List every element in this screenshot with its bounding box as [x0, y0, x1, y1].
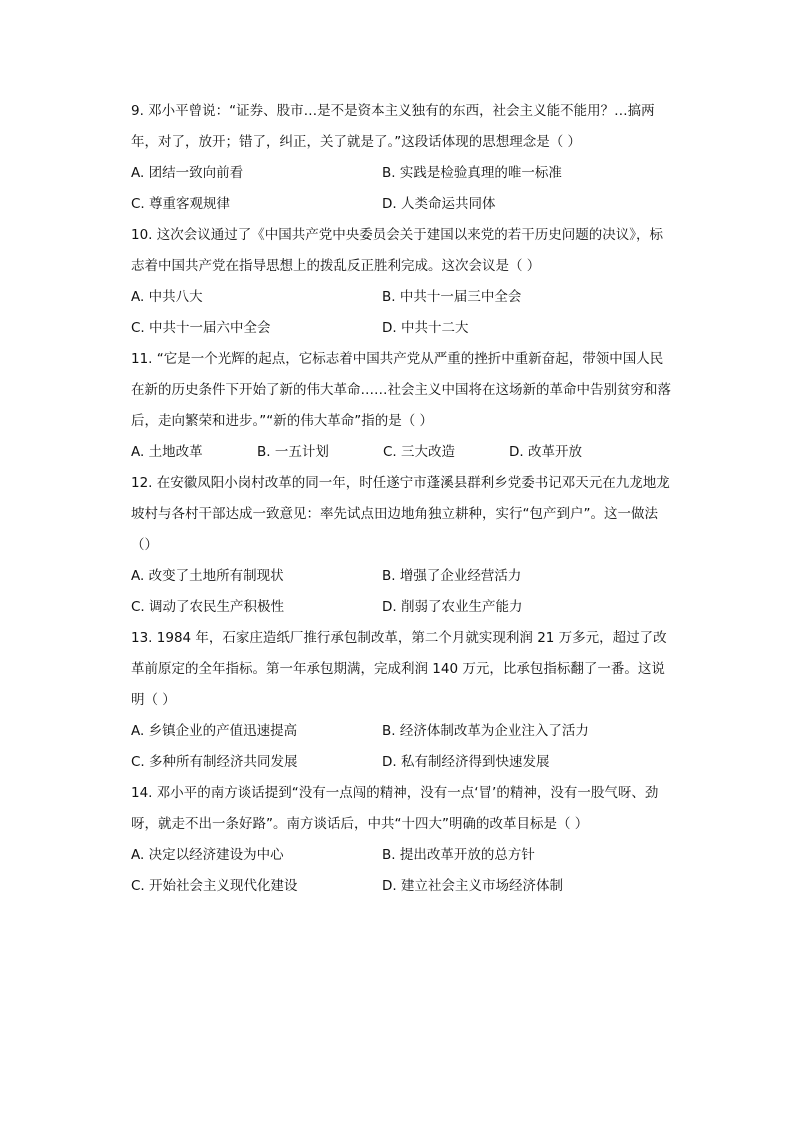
- option-a: A. 团结一致向前看: [131, 165, 244, 181]
- option-b: B. 提出改革开放的总方针: [382, 847, 535, 863]
- question-stem: 13. 1984 年，石家庄造纸厂推行承包制改革，第二个月就实现利润 21 万多元，超过了改革前原定的全年指标。第一年承包期满，完成利润 140 万元，比承包指标翻了一番。这说明（ ）: [131, 630, 667, 708]
- options: [131, 158, 671, 220]
- option-a: A. 土地改革: [131, 444, 203, 460]
- option-d: D. 削弱了农业生产能力: [382, 599, 523, 615]
- option-a: A. 乡镇企业的产值迅速提高: [131, 723, 298, 739]
- option-d: D. 人类命运共同体: [382, 196, 496, 212]
- option-d: D. 中共十二大: [382, 320, 469, 336]
- option-b: B. 经济体制改革为企业注入了活力: [382, 723, 589, 739]
- question-13: [131, 623, 671, 778]
- question-9: [131, 96, 671, 220]
- question-stem: 10. 这次会议通过了《中国共产党中央委员会关于建国以来党的若干历史问题的决议》，标志着中国共产党在指导思想上的拨乱反正胜利完成。这次会议是（ ）: [131, 227, 664, 274]
- question-list: [131, 96, 671, 902]
- question-stem: 14. 邓小平的南方谈话提到“没有一点闯的精神，没有一点‘冒’的精神，没有一股气呀、劲呀，就走不出一条好路”。南方谈话后，中共“十四大”明确的改革目标是（ ）: [131, 785, 659, 832]
- option-c: C. 调动了农民生产积极性: [131, 599, 285, 615]
- option-b: B. 一五计划: [257, 444, 329, 460]
- options: [131, 716, 671, 778]
- question-12: [131, 468, 671, 623]
- question-10: [131, 220, 671, 344]
- option-c: C. 尊重客观规律: [131, 196, 231, 212]
- option-a: A. 中共八大: [131, 289, 203, 305]
- question-stem: 11. “它是一个光辉的起点，它标志着中国共产党从严重的挫折中重新奋起，带领中国人民在新的历史条件下开始了新的伟大革命……社会主义中国将在这场新的革命中告别贫穷和落后，走向繁荣和进步。”“新的伟大革命”指的是（ ）: [131, 351, 671, 429]
- question-14: [131, 778, 671, 902]
- options: [131, 561, 671, 623]
- option-d: D. 私有制经济得到快速发展: [382, 754, 550, 770]
- option-d: D. 改革开放: [509, 444, 582, 460]
- option-b: B. 实践是检验真理的唯一标准: [382, 165, 562, 181]
- options: [131, 840, 671, 902]
- option-c: C. 三大改造: [383, 444, 456, 460]
- option-c: C. 中共十一届六中全会: [131, 320, 271, 336]
- option-d: D. 建立社会主义市场经济体制: [382, 878, 563, 894]
- option-a: A. 改变了土地所有制现状: [131, 568, 284, 584]
- question-stem: 9. 邓小平曾说：“证券、股市…是不是资本主义独有的东西，社会主义能不能用？…搞两年，对了，放开；错了，纠正，关了就是了。”这段话体现的思想理念是（ ）: [131, 103, 655, 150]
- option-c: C. 开始社会主义现代化建设: [131, 878, 298, 894]
- options: [131, 437, 671, 468]
- option-a: A. 决定以经济建设为中心: [131, 847, 284, 863]
- option-b: B. 增强了企业经营活力: [382, 568, 522, 584]
- question-11: [131, 344, 671, 468]
- option-c: C. 多种所有制经济共同发展: [131, 754, 298, 770]
- question-stem: 12. 在安徽凤阳小岗村改革的同一年，时任遂宁市蓬溪县群利乡党委书记邓天元在九龙地龙坡村与各村干部达成一致意见：率先试点田边地角独立耕种，实行“包产到户”。这一做法（）: [131, 475, 670, 553]
- options: [131, 282, 671, 344]
- option-b: B. 中共十一届三中全会: [382, 289, 522, 305]
